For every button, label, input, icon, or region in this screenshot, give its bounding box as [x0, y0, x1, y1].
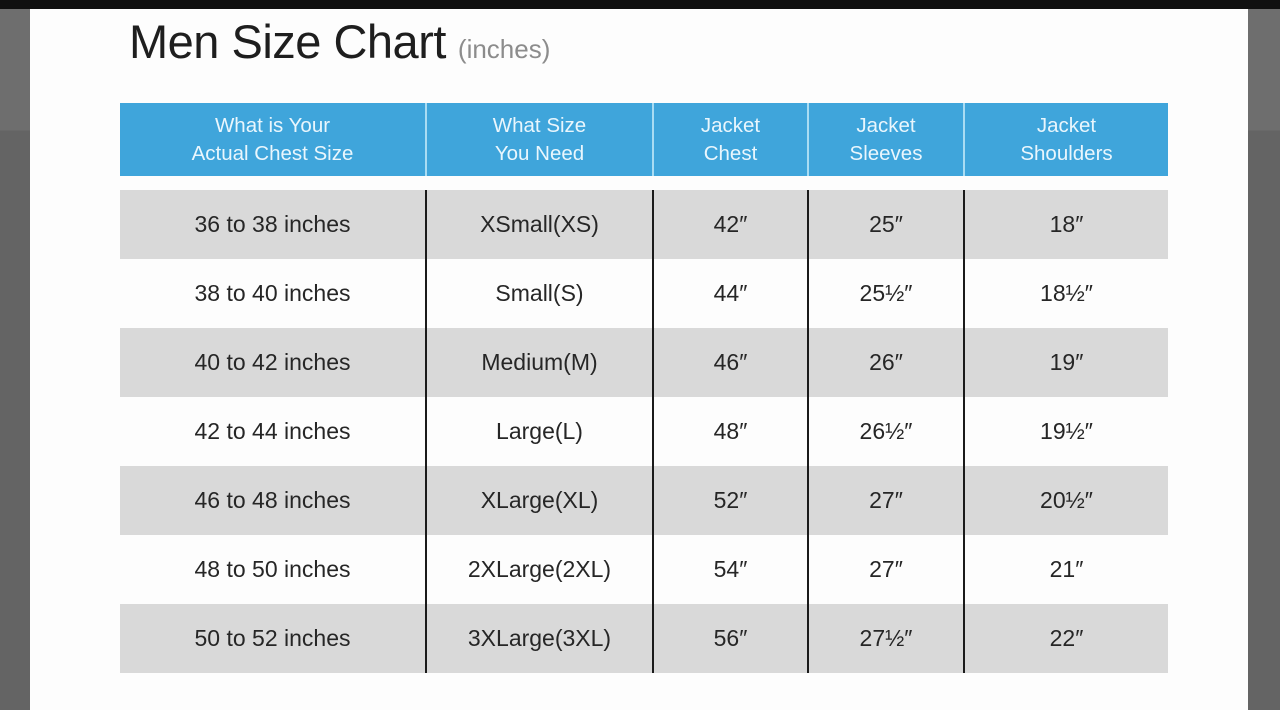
- cell-jacket-sleeves: 27″: [807, 466, 963, 535]
- header-label-line: You Need: [494, 141, 585, 165]
- table-row: [120, 604, 1168, 673]
- table-row: [120, 190, 1168, 259]
- cell-jacket-sleeves: 26″: [807, 328, 963, 397]
- header-label-line: Chest: [703, 141, 758, 165]
- page-title-block: [129, 14, 550, 69]
- column-header-jacket-chest: [652, 103, 807, 176]
- table-row: [120, 397, 1168, 466]
- header-label-line: Jacket: [856, 113, 916, 137]
- cell-jacket-shoulders: 19″: [963, 328, 1168, 397]
- cell-jacket-sleeves: 27″: [807, 535, 963, 604]
- cell-jacket-chest: 56″: [652, 604, 807, 673]
- table-row: [120, 328, 1168, 397]
- cell-jacket-shoulders: 21″: [963, 535, 1168, 604]
- cell-jacket-shoulders: 18½″: [963, 259, 1168, 328]
- left-letterbox-band: [0, 9, 30, 710]
- column-header-jacket-shoulders: [963, 103, 1168, 176]
- header-label-line: What is Your: [214, 113, 331, 137]
- cell-jacket-chest: 54″: [652, 535, 807, 604]
- cell-actual-chest-size: 48 to 50 inches: [194, 556, 351, 582]
- header-label-line: Jacket: [1036, 113, 1097, 137]
- cell-size-you-need: Large(L): [425, 397, 652, 466]
- cell-jacket-shoulders: 22″: [963, 604, 1168, 673]
- cell-jacket-chest: 44″: [652, 259, 807, 328]
- table-row: [120, 466, 1168, 535]
- size-chart-table: [120, 103, 1168, 673]
- page-title: Men Size Chart: [129, 15, 446, 68]
- cell-jacket-shoulders: 20½″: [963, 466, 1168, 535]
- cell-actual-chest-size: 42 to 44 inches: [194, 418, 351, 444]
- cell-jacket-sleeves: 25½″: [807, 259, 963, 328]
- header-label-line: Shoulders: [1020, 141, 1113, 165]
- cell-jacket-sleeves: 26½″: [807, 397, 963, 466]
- header-label-line: Sleeves: [849, 141, 923, 165]
- column-header-size-you-need: [425, 103, 652, 176]
- cell-actual-chest-size: 46 to 48 inches: [194, 487, 351, 513]
- header-label-line: Jacket: [700, 113, 761, 137]
- table-body: [120, 190, 1168, 673]
- cell-jacket-sleeves: 25″: [807, 190, 963, 259]
- cell-size-you-need: Medium(M): [425, 328, 652, 397]
- cell-actual-chest-size: 40 to 42 inches: [194, 349, 351, 375]
- right-letterbox-band: [1248, 9, 1280, 710]
- table-header-row: [120, 103, 1168, 176]
- header-label-line: Actual Chest Size: [191, 141, 354, 165]
- cell-size-you-need: Small(S): [425, 259, 652, 328]
- cell-jacket-shoulders: 18″: [963, 190, 1168, 259]
- cell-jacket-chest: 46″: [652, 328, 807, 397]
- column-header-actual-chest-size: [120, 103, 425, 176]
- page-title-suffix: (inches): [457, 34, 551, 64]
- top-letterbox-bar: [0, 0, 1280, 9]
- cell-actual-chest-size: 36 to 38 inches: [194, 211, 351, 237]
- cell-actual-chest-size: 38 to 40 inches: [194, 280, 351, 306]
- cell-jacket-chest: 52″: [652, 466, 807, 535]
- cell-actual-chest-size: 50 to 52 inches: [194, 625, 351, 651]
- cell-jacket-shoulders: 19½″: [963, 397, 1168, 466]
- cell-size-you-need: 3XLarge(3XL): [425, 604, 652, 673]
- cell-size-you-need: 2XLarge(2XL): [425, 535, 652, 604]
- cell-jacket-sleeves: 27½″: [807, 604, 963, 673]
- cell-size-you-need: XSmall(XS): [425, 190, 652, 259]
- cell-jacket-chest: 48″: [652, 397, 807, 466]
- table-row: [120, 535, 1168, 604]
- cell-size-you-need: XLarge(XL): [425, 466, 652, 535]
- column-header-jacket-sleeves: [807, 103, 963, 176]
- table-row: [120, 259, 1168, 328]
- cell-jacket-chest: 42″: [652, 190, 807, 259]
- header-label-line: What Size: [492, 113, 587, 137]
